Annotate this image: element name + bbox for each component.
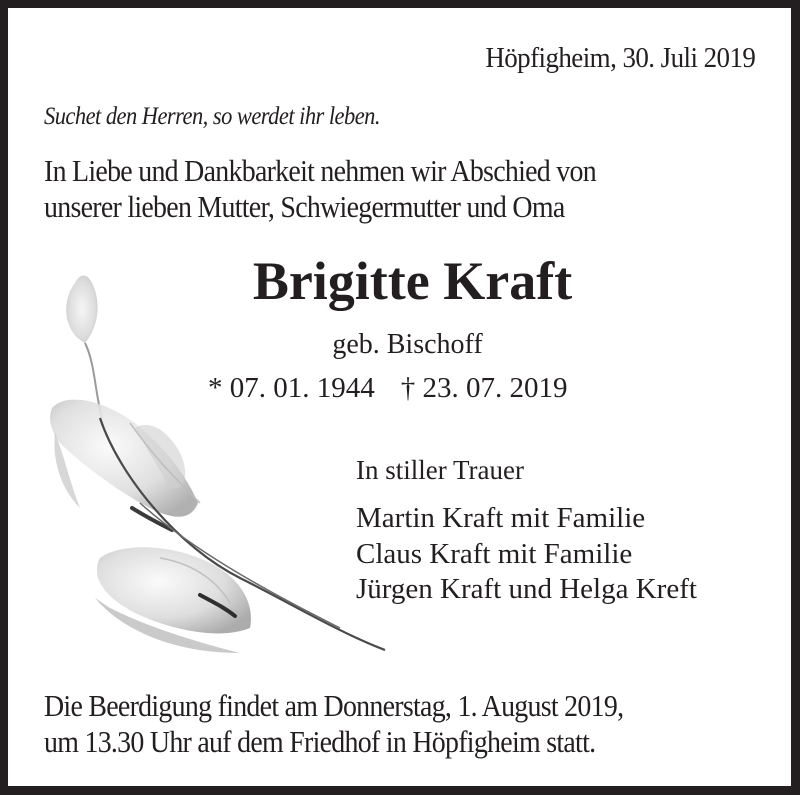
intro-line: unserer lieben Mutter, Schwiegermutter und Oma xyxy=(44,189,565,224)
death-date: † 23. 07. 2019 xyxy=(400,372,568,404)
birth-date: * 07. 01. 1944 xyxy=(208,372,375,404)
mourner-line: Jürgen Kraft und Helga Kreft xyxy=(356,573,697,605)
mourner-line: Claus Kraft mit Familie xyxy=(356,538,633,570)
deceased-name: Brigitte Kraft xyxy=(252,251,573,311)
intro-line: In Liebe und Dankbarkeit nehmen wir Abschied von xyxy=(44,153,596,188)
funeral-info-line: Die Beerdigung findet am Donnerstag, 1. August 2019, xyxy=(44,688,624,723)
place-date: Höpfigheim, 30. Juli 2019 xyxy=(485,42,755,74)
mourner-line: Martin Kraft mit Familie xyxy=(356,502,646,534)
bible-motto: Suchet den Herren, so werdet ihr leben. xyxy=(44,103,380,130)
obituary-notice xyxy=(8,8,791,786)
funeral-info-line: um 13.30 Uhr auf dem Friedhof in Höpfigheim statt. xyxy=(44,724,596,759)
life-dates xyxy=(208,374,568,403)
mourners-heading: In stiller Trauer xyxy=(356,455,524,485)
calla-lily-icon xyxy=(40,258,390,663)
maiden-name: geb. Bischoff xyxy=(332,329,483,360)
